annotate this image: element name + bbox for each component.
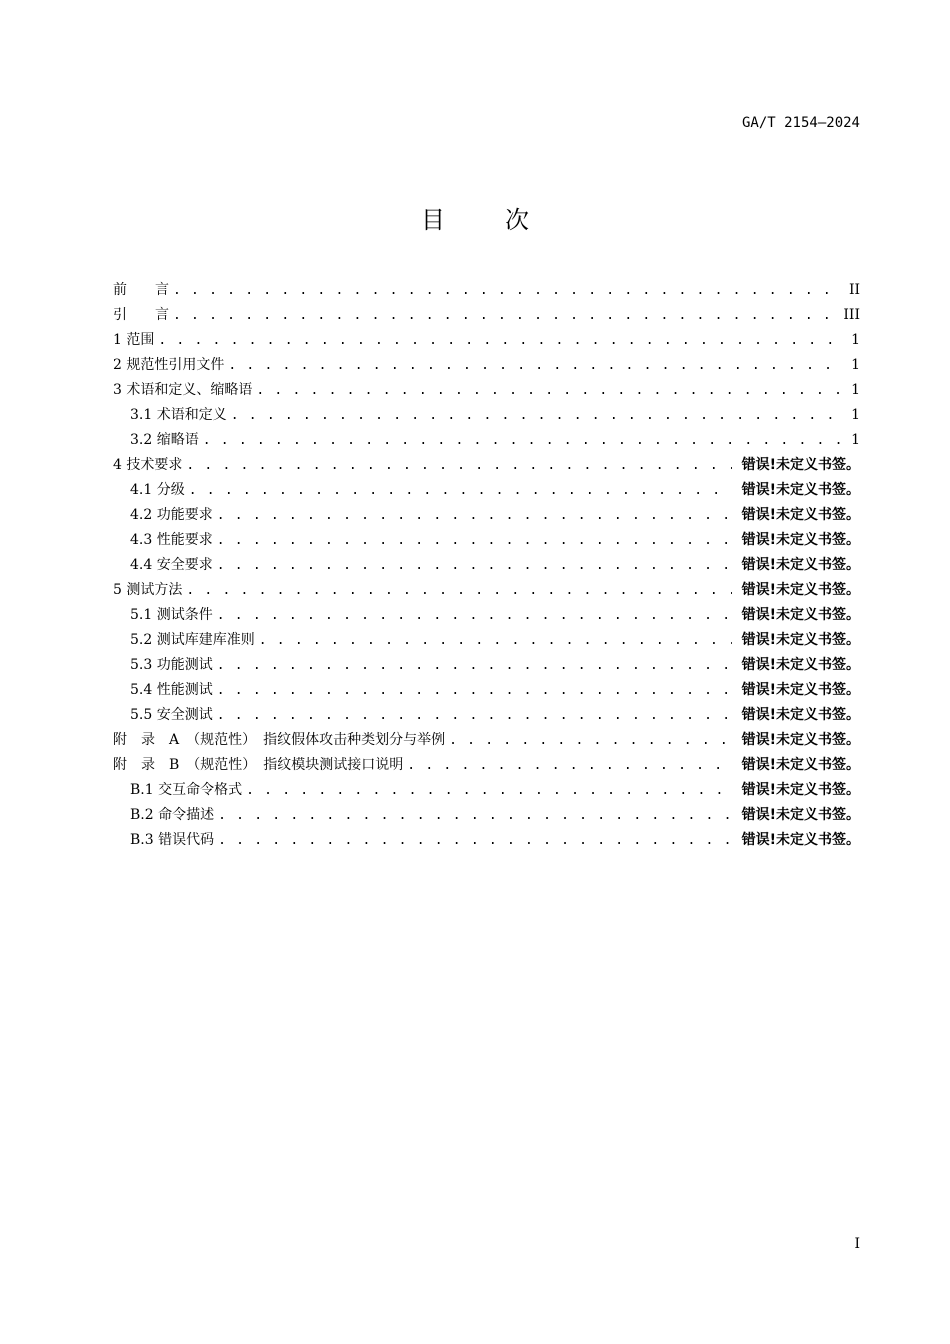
toc-list (113, 278, 860, 853)
toc-entry-5-5[interactable] (113, 703, 860, 728)
toc-entry-page-error: 错误!未定义书签。 (741, 632, 860, 648)
toc-entry-label: B.2 命令描述 (130, 807, 215, 823)
toc-entry-label: B.1 交互命令格式 (130, 782, 243, 798)
toc-dot-leader (217, 703, 732, 728)
toc-entry-technical-requirements[interactable] (113, 453, 860, 478)
toc-entry-3-1[interactable] (113, 403, 860, 428)
toc-entry-page-error: 错误!未定义书签。 (741, 682, 860, 698)
toc-dot-leader (203, 428, 845, 453)
toc-entry-5-3[interactable] (113, 653, 860, 678)
toc-dot-leader (449, 728, 732, 753)
toc-entry-normative-references[interactable] (113, 353, 860, 378)
toc-entry-page-error: 错误!未定义书签。 (741, 807, 860, 823)
toc-entry-b-1[interactable] (113, 778, 860, 803)
toc-dot-leader (218, 803, 732, 828)
toc-dot-leader (407, 753, 731, 778)
toc-dot-leader (259, 628, 732, 653)
toc-dot-leader (189, 478, 732, 503)
toc-dot-leader (228, 353, 845, 378)
toc-entry-page-error: 错误!未定义书签。 (741, 707, 860, 723)
toc-entry-page-error: 错误!未定义书签。 (741, 757, 860, 773)
toc-entry-4-3[interactable] (113, 528, 860, 553)
toc-entry-page-error: 错误!未定义书签。 (741, 482, 860, 498)
toc-entry-label: 4 技术要求 (113, 457, 183, 473)
toc-entry-page: 1 (851, 407, 860, 423)
toc-dot-leader (217, 528, 732, 553)
toc-entry-label: 5 测试方法 (113, 582, 183, 598)
toc-entry-page: II (848, 282, 860, 298)
toc-entry-appendix-a[interactable] (113, 728, 860, 753)
toc-entry-label: 4.3 性能要求 (130, 532, 213, 548)
toc-entry-5-1[interactable] (113, 603, 860, 628)
toc-entry-page-error: 错误!未定义书签。 (741, 507, 860, 523)
toc-dot-leader (217, 503, 732, 528)
toc-entry-label: 附 录 B （规范性） 指纹模块测试接口说明 (113, 757, 404, 773)
toc-entry-label: 2 规范性引用文件 (113, 357, 225, 373)
toc-entry-page-error: 错误!未定义书签。 (741, 532, 860, 548)
toc-entry-page-error: 错误!未定义书签。 (741, 832, 860, 848)
toc-entry-page-error: 错误!未定义书签。 (741, 782, 860, 798)
toc-dot-leader (217, 603, 732, 628)
toc-title-part1: 目 (421, 206, 445, 234)
toc-entry-page-error: 错误!未定义书签。 (741, 732, 860, 748)
toc-entry-label: 4.2 功能要求 (130, 507, 213, 523)
toc-entry-test-methods[interactable] (113, 578, 860, 603)
toc-dot-leader (218, 828, 732, 853)
toc-entry-label: 3 术语和定义、缩略语 (113, 382, 253, 398)
toc-dot-leader (217, 553, 732, 578)
toc-entry-label: 4.4 安全要求 (130, 557, 213, 573)
toc-dot-leader (256, 378, 845, 403)
toc-entry-label: 5.5 安全测试 (130, 707, 213, 723)
toc-entry-4-4[interactable] (113, 553, 860, 578)
toc-entry-page: 1 (851, 332, 860, 348)
toc-entry-page-error: 错误!未定义书签。 (741, 657, 860, 673)
toc-entry-label: 1 范围 (113, 332, 155, 348)
toc-entry-label: 附 录 A （规范性） 指纹假体攻击种类划分与举例 (113, 732, 446, 748)
toc-entry-page: 1 (851, 432, 860, 448)
toc-entry-label: 3.2 缩略语 (130, 432, 199, 448)
toc-entry-5-2[interactable] (113, 628, 860, 653)
toc-title (0, 200, 950, 235)
toc-entry-page-error: 错误!未定义书签。 (741, 607, 860, 623)
toc-entry-foreword[interactable] (113, 278, 860, 303)
toc-entry-label: 前 言 (113, 282, 169, 298)
toc-entry-b-2[interactable] (113, 803, 860, 828)
toc-entry-page-error: 错误!未定义书签。 (741, 557, 860, 573)
toc-dot-leader (173, 278, 843, 303)
toc-title-part2: 次 (505, 206, 529, 234)
toc-entry-appendix-b[interactable] (113, 753, 860, 778)
toc-entry-b-3[interactable] (113, 828, 860, 853)
toc-dot-leader (217, 653, 732, 678)
toc-entry-label: 3.1 术语和定义 (130, 407, 227, 423)
toc-dot-leader (246, 778, 732, 803)
toc-entry-page: III (843, 307, 860, 323)
toc-entry-label: 引 言 (113, 307, 169, 323)
toc-entry-label: 5.2 测试库建库准则 (130, 632, 255, 648)
toc-entry-page-error: 错误!未定义书签。 (741, 582, 860, 598)
toc-dot-leader (231, 403, 845, 428)
toc-entry-label: 5.4 性能测试 (130, 682, 213, 698)
toc-entry-5-4[interactable] (113, 678, 860, 703)
toc-dot-leader (158, 328, 845, 353)
toc-dot-leader (186, 578, 731, 603)
toc-entry-terms-definitions[interactable] (113, 378, 860, 403)
toc-entry-page-error: 错误!未定义书签。 (741, 457, 860, 473)
toc-entry-4-1[interactable] (113, 478, 860, 503)
toc-entry-label: B.3 错误代码 (130, 832, 215, 848)
toc-dot-leader (186, 453, 731, 478)
document-code: GA/T 2154—2024 (741, 115, 860, 131)
page-number: I (854, 1236, 860, 1252)
toc-entry-3-2[interactable] (113, 428, 860, 453)
toc-entry-4-2[interactable] (113, 503, 860, 528)
toc-dot-leader (173, 303, 837, 328)
toc-entry-introduction[interactable] (113, 303, 860, 328)
toc-entry-label: 5.3 功能测试 (130, 657, 213, 673)
toc-entry-page: 1 (851, 357, 860, 373)
toc-dot-leader (217, 678, 732, 703)
toc-entry-label: 5.1 测试条件 (130, 607, 213, 623)
toc-entry-label: 4.1 分级 (130, 482, 185, 498)
toc-entry-scope[interactable] (113, 328, 860, 353)
toc-entry-page: 1 (851, 382, 860, 398)
